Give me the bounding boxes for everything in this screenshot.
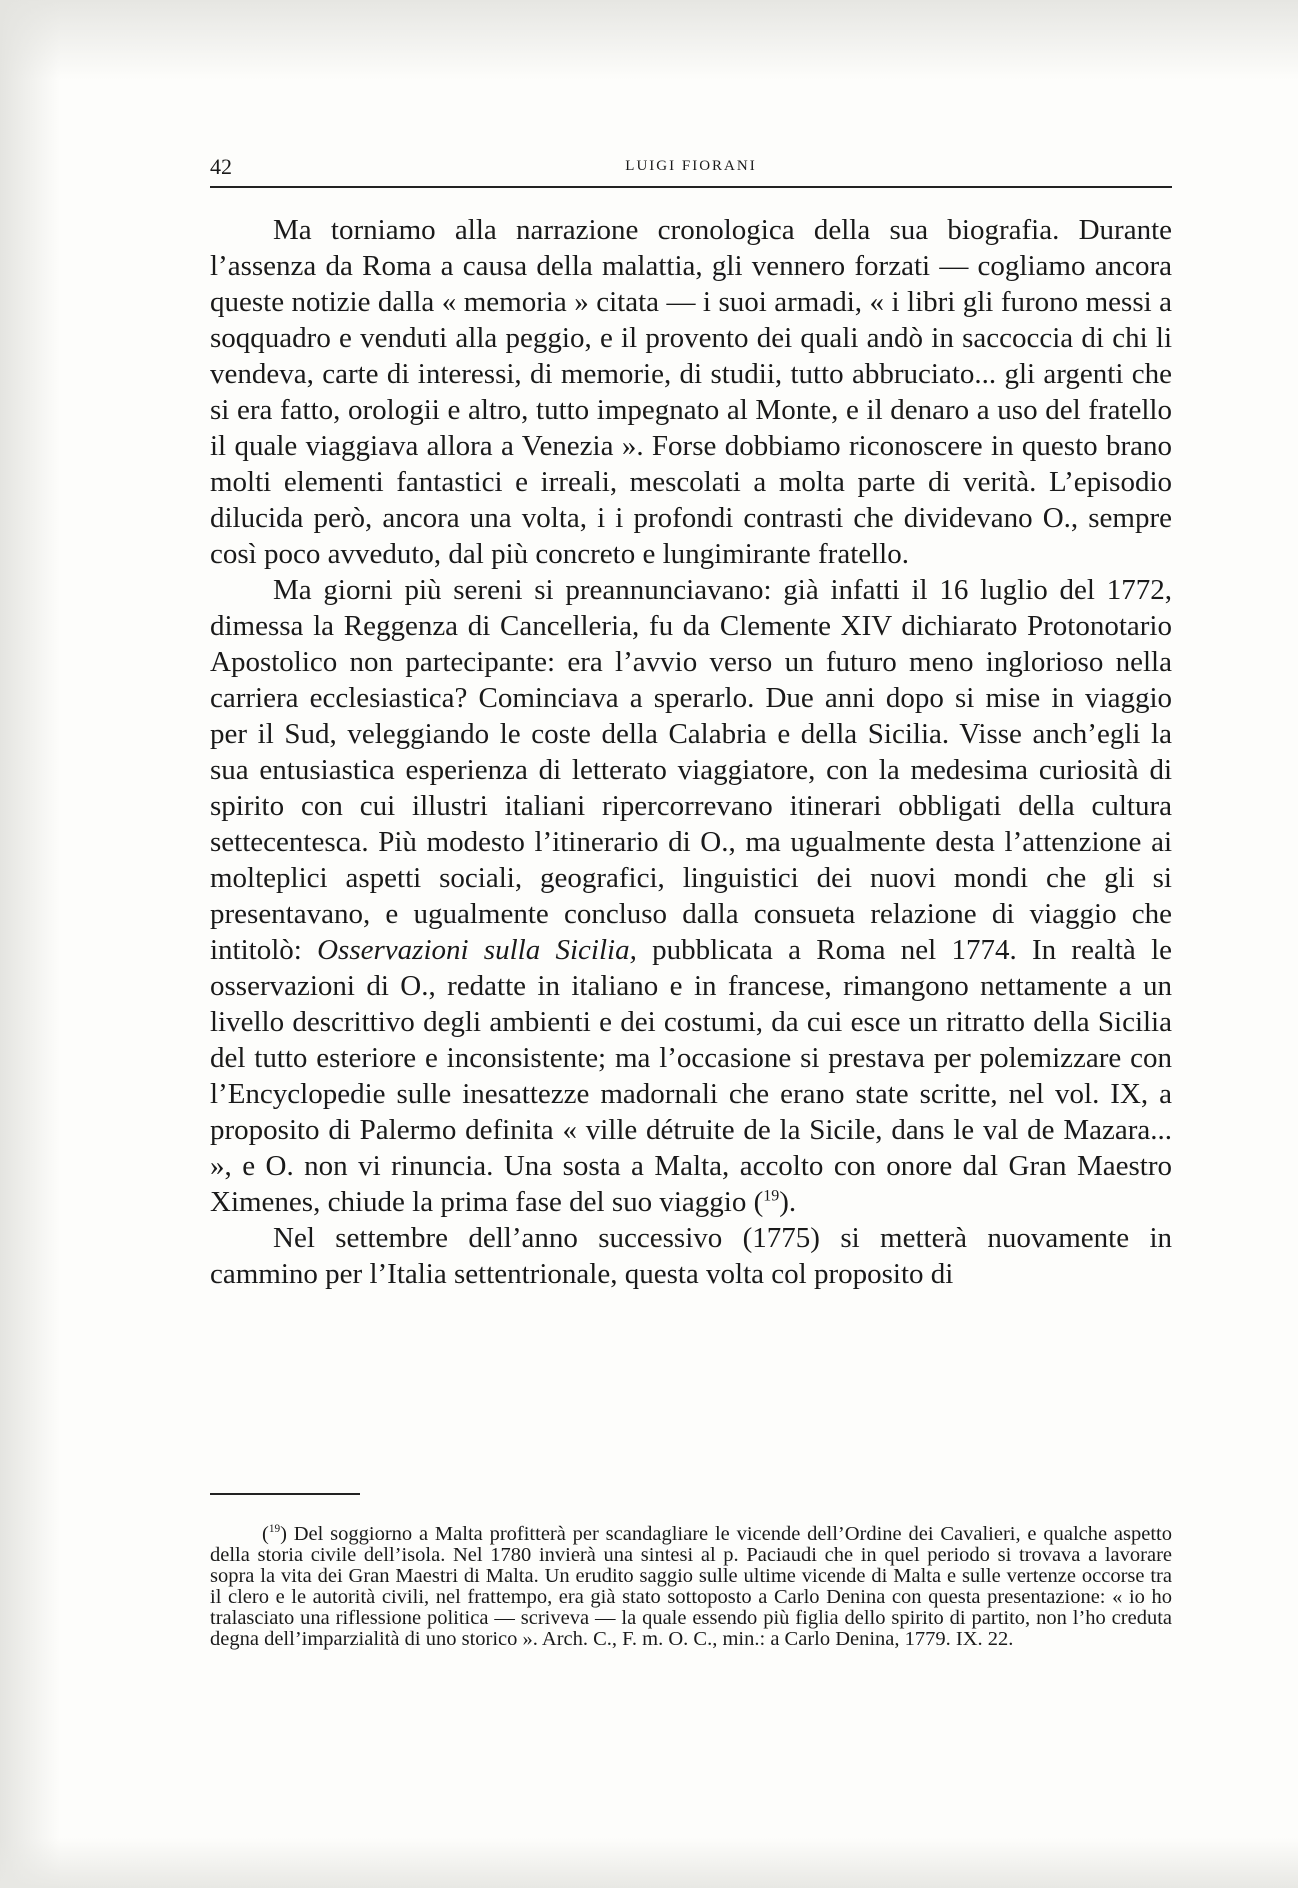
scan-shadow-left — [0, 0, 60, 1888]
footnote-marker-number: 19 — [268, 1523, 281, 1536]
footnote-marker-open: ( — [262, 1523, 269, 1545]
footnote-marker-close: ) — [280, 1523, 287, 1545]
paragraph-2-end: ). — [779, 1186, 797, 1218]
page-header — [210, 150, 1172, 188]
paragraph-2-text-a: Ma giorni più sereni si preannunciavano: già infatti il 16 luglio del 1772, dimessa la Reggenza di Cancelleria, fu da Clemente XIV dichiarato Protonotario Apostolico non partecipante: era l’avvio verso un futuro meno inglorioso nella carriera ecclesiastica? Cominciava a sperarlo. Due anni dopo si mise in viaggio per il Sud, veleggiando le coste della Calabria e della Sicilia. Visse anch’egli la sua entusiastica esperienza di letterato viaggiatore, con la medesima curiosità di spirito con cui illustri italiani ripercorrevano itinerari obbligati della cultura settecentesca. Più modesto l’itinerario di O., ma ugualmente desta l’attenzione ai molteplici aspetti sociali, geografici, linguistici dei nuovi mondi che gli si presentavano, e ugualmente concluso dalla consueta relazione di viaggio che intitolò: — [210, 574, 1172, 966]
main-text — [210, 212, 1172, 1292]
running-head: LUIGI FIORANI — [625, 158, 757, 174]
page-number: 42 — [210, 154, 232, 179]
paragraph-3: Nel settembre dell’anno successivo (1775) si metterà nuovamente in cammino per l’Italia settentrionale, questa volta col proposito di — [210, 1222, 1172, 1290]
book-title-italic: Osservazioni sulla Sicilia, — [317, 934, 637, 966]
footnote-divider — [210, 1493, 360, 1495]
scan-shadow-bottom — [0, 1838, 1298, 1888]
scan-shadow-top — [0, 0, 1298, 80]
paragraph-1: Ma torniamo alla narrazione cronologica della sua biografia. Durante l’assenza da Roma a causa della malattia, gli vennero forzati — cogliamo ancora queste notizie dalla « memoria » citata — i suoi armadi, « i libri gli furono messi a soqquadro e venduti alla peggio, e il provento dei quali andò in saccoccia di chi li vendeva, carte di interessi, di memorie, di studii, tutto abbruciato... gli argenti che si era fatto, orologii e altro, tutto impegnato al Monte, e il denaro a uso del fratello il quale viaggiava allora a Venezia ». Forse dobbiamo riconoscere in questo brano molti elementi fantastici e irreali, mescolati a molta parte di verità. L’episodio dilucida però, ancora una volta, i i profondi contrasti che dividevano O., sempre così poco avveduto, dal più concreto e lungimirante fratello. — [210, 214, 1172, 570]
footnote-19 — [210, 1524, 1172, 1650]
footnote-text: Del soggiorno a Malta profitterà per scandagliare le vicende dell’Ordine dei Cavalieri, e qualche aspetto della storia civile dell’isola. Nel 1780 invierà una sintesi al p. Paciaudi che in quel periodo si trovava a lavorare sopra la vita dei Gran Maestri di Malta. Un erudito saggio sulle ultime vicende di Malta e sulle vertenze occorse tra il clero e le autorità civili, nel frattempo, era già stato sottoposto a Carlo Denina con questa presentazione: « io ho tralasciato una riflessione politica — scriveva — la quale essendo più figlia dello spirito di partito, non l’ho creduta degna dell’imparzialità di uno storico ». Arch. C., F. m. O. C., min.: a Carlo Denina, 1779. IX. 22. — [210, 1523, 1172, 1650]
footnote-reference[interactable]: 19 — [763, 1187, 780, 1205]
paragraph-2-text-b: pubblicata a Roma nel 1774. In realtà le osservazioni di O., redatte in italiano e in francese, rimangono nettamente a un livello descrittivo degli ambienti e dei costumi, da cui esce un ritratto della Sicilia del tutto esteriore e inconsistente; ma l’occasione si prestava per polemizzare con l’Encyclopedie sulle inesattezze madornali che erano state scritte, nel vol. IX, a proposito di Palermo definita « ville détruite de la Sicile, dans le val de Mazara... », e O. non vi rinuncia. Una sosta a Malta, accolto con onore dal Gran Maestro Ximenes, chiude la prima fase del suo viaggio ( — [210, 934, 1172, 1218]
paragraph-2 — [210, 572, 1172, 1220]
